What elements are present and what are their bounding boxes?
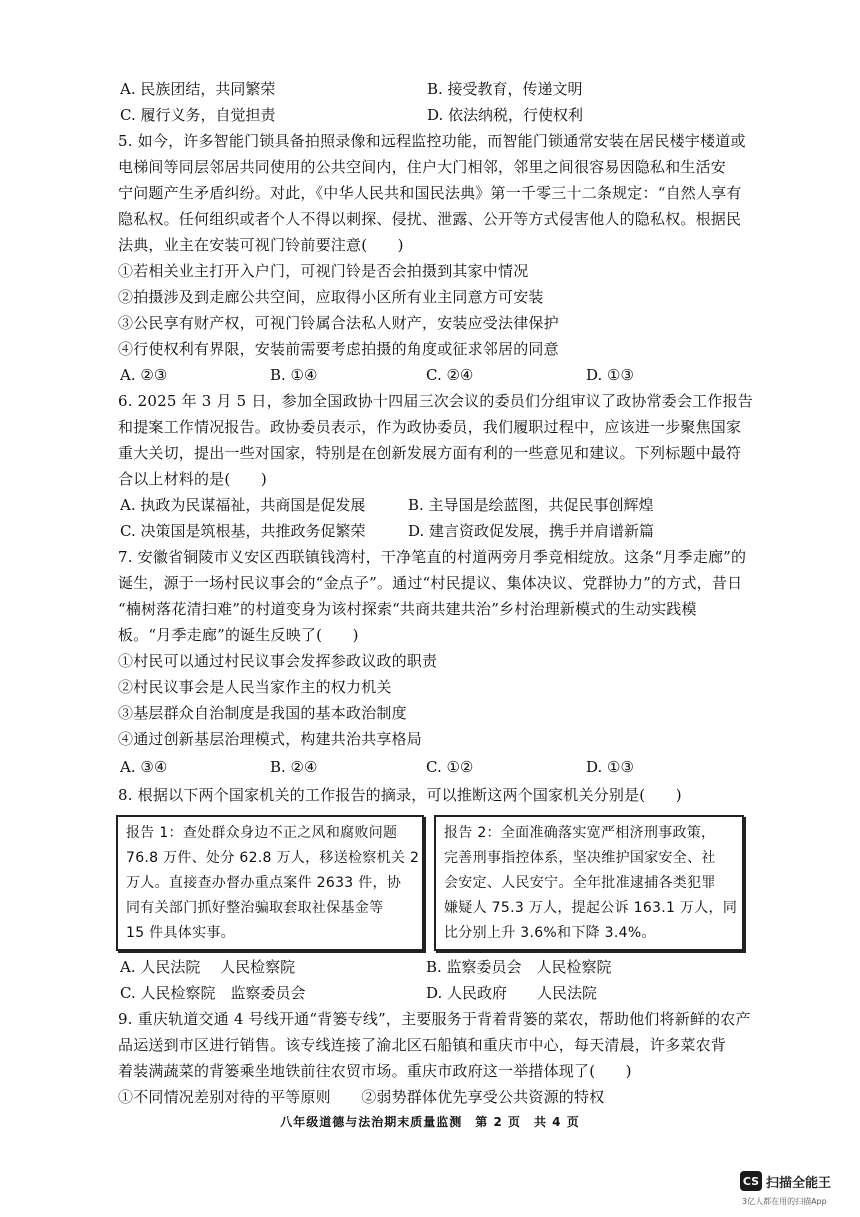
q5-item: ②拍摄涉及到走廊公共空间，应取得小区所有业主同意方可安装: [118, 288, 544, 306]
q5-stem-line: 法典，业主在安装可视门铃前要注意( ): [118, 236, 404, 254]
q6-option-d: D. 建言资政促发展，携手并肩谱新篇: [408, 522, 655, 540]
q7-item: ②村民议事会是人民当家作主的权力机关: [118, 678, 392, 696]
q4-option-c: C. 履行义务，自觉担责: [120, 106, 276, 124]
q5-option-c: C. ②④: [426, 366, 474, 384]
q6-option-b: B. 主导国是绘蓝图，共促民事创辉煌: [408, 496, 654, 514]
q7-item: ①村民可以通过村民议事会发挥参政议政的职责: [118, 652, 438, 670]
report-2-box: [434, 815, 744, 951]
q7-item: ③基层群众自治制度是我国的基本政治制度: [118, 704, 407, 722]
q5-option-a: A. ②③: [120, 366, 168, 384]
q7-stem-line: 板。“月季走廊”的诞生反映了( ): [118, 626, 359, 644]
q5-item: ③公民享有财产权，可视门铃属合法私人财产，安装应受法律保护: [118, 314, 559, 332]
q5-option-b: B. ①④: [270, 366, 318, 384]
q9-stem-line: 品运送到市区进行销售。该专线连接了渝北区石船镇和重庆市中心，每天清晨，许多菜农背: [118, 1036, 727, 1054]
q4-option-d: D. 依法纳税，行使权利: [427, 106, 584, 124]
report-1-line: 万人。直接查办督办重点案件 2633 件，协: [126, 875, 402, 891]
q6-option-c: C. 决策国是筑根基，共推政务促繁荣: [120, 522, 366, 540]
q6-stem-line: 和提案工作情况报告。政协委员表示，作为政协委员，我们履职过程中，应该进一步聚焦国家: [118, 418, 742, 436]
q7-option-d: D. ①③: [586, 758, 634, 776]
report-1-line: 15 件具体实事。: [126, 925, 235, 941]
report-1-line: 76.8 万件、处分 62.8 万人，移送检察机关 2: [126, 850, 420, 866]
page-footer: 八年级道德与法治期末质量监测 第 2 页 共 4 页: [280, 1115, 580, 1129]
q7-stem-line: 诞生，源于一场村民议事会的“金点子”。通过“村民提议、集体决议、党群协力”的方式，昔日: [118, 574, 743, 592]
q7-option-a: A. ③④: [120, 758, 168, 776]
q6-stem-line: 6. 2025 年 3 月 5 日，参加全国政协十四届三次会议的委员们分组审议了政协常委会工作报告: [118, 392, 753, 410]
q5-stem-line: 5. 如今，许多智能门锁具备拍照录像和远程监控功能，而智能门锁通常安装在居民楼宇楼道或: [118, 132, 746, 150]
scanner-app-name: 扫描全能王: [766, 1175, 832, 1191]
q6-option-a: A. 执政为民谋福祉，共商国是促发展: [120, 496, 366, 514]
q7-option-b: B. ②④: [270, 758, 318, 776]
q7-option-c: C. ①②: [426, 758, 474, 776]
report-2-line: 比分别上升 3.6%和下降 3.4%。: [444, 925, 656, 941]
report-1-line: 同有关部门抓好整治骗取套取社保基金等: [126, 900, 384, 916]
q4-option-a: A. 民族团结，共同繁荣: [120, 80, 276, 98]
q8-option-a: A. 人民法院 人民检察院: [120, 958, 296, 976]
q5-item: ①若相关业主打开入户门，可视门铃是否会拍摄到其家中情况: [118, 262, 529, 280]
q9-items: ①不同情况差别对待的平等原则 ②弱势群体优先享受公共资源的特权: [118, 1088, 605, 1106]
q8-option-c: C. 人民检察院 监察委员会: [120, 984, 306, 1002]
q8-option-b: B. 监察委员会 人民检察院: [426, 958, 612, 976]
q8-option-d: D. 人民政府 人民法院: [426, 984, 598, 1002]
q9-stem-line: 着装满蔬菜的背篓乘坐地铁前往农贸市场。重庆市政府这一举措体现了( ): [118, 1062, 632, 1080]
q5-item: ④行使权利有界限，安装前需要考虑拍摄的角度或征求邻居的同意: [118, 340, 559, 358]
q5-stem-line: 电梯间等同层邻居共同使用的公共空间内，住户大门相邻，邻里之间很容易因隐私和生活安: [118, 158, 727, 176]
q7-stem-line: 7. 安徽省铜陵市义安区西联镇钱湾村，干净笔直的村道两旁月季竞相绽放。这条“月季走廊”的: [118, 548, 747, 566]
q5-stem-line: 宁问题产生矛盾纠纷。对此，《中华人民共和国民法典》第一千零三十二条规定：“自然人享有: [118, 184, 742, 202]
q6-stem-line: 重大关切，提出一些对国家，特别是在创新发展方面有利的一些意见和建议。下列标题中最符: [118, 444, 742, 462]
q6-stem-line: 合以上材料的是( ): [118, 470, 267, 488]
q7-stem-line: “楠树落花清扫难”的村道变身为该村探索“共商共建共治”乡村治理新模式的生动实践模: [118, 600, 697, 618]
q4-option-b: B. 接受教育，传递文明: [427, 80, 583, 98]
report-1-box: [116, 815, 424, 951]
q5-option-d: D. ①③: [586, 366, 634, 384]
cs-logo-icon: CS: [740, 1171, 762, 1191]
q9-stem-line: 9. 重庆轨道交通 4 号线开通“背篓专线”，主要服务于背着背篓的菜农，帮助他们将新鲜的农产: [118, 1010, 751, 1028]
report-2-line: 报告 2：全面准确落实宽严相济刑事政策，: [444, 825, 716, 841]
q5-stem-line: 隐私权。任何组织或者个人不得以刺探、侵扰、泄露、公开等方式侵害他人的隐私权。根据民: [118, 210, 742, 228]
report-2-line: 完善刑事指控体系，坚决维护国家安全、社: [444, 850, 716, 866]
report-2-line: 嫌疑人 75.3 万人，提起公诉 163.1 万人，同: [444, 900, 738, 916]
q8-stem: 8. 根据以下两个国家机关的工作报告的摘录，可以推断这两个国家机关分别是( ): [118, 786, 682, 804]
scanner-logo: [740, 1171, 831, 1191]
report-2-line: 会安定、人民安宁。全年批准逮捕各类犯罪: [444, 875, 716, 891]
report-1-line: 报告 1：查处群众身边不正之风和腐败问题: [126, 825, 398, 841]
scanner-tagline: 3亿人都在用的扫描App: [742, 1197, 827, 1206]
q7-item: ④通过创新基层治理模式，构建共治共享格局: [118, 730, 423, 748]
